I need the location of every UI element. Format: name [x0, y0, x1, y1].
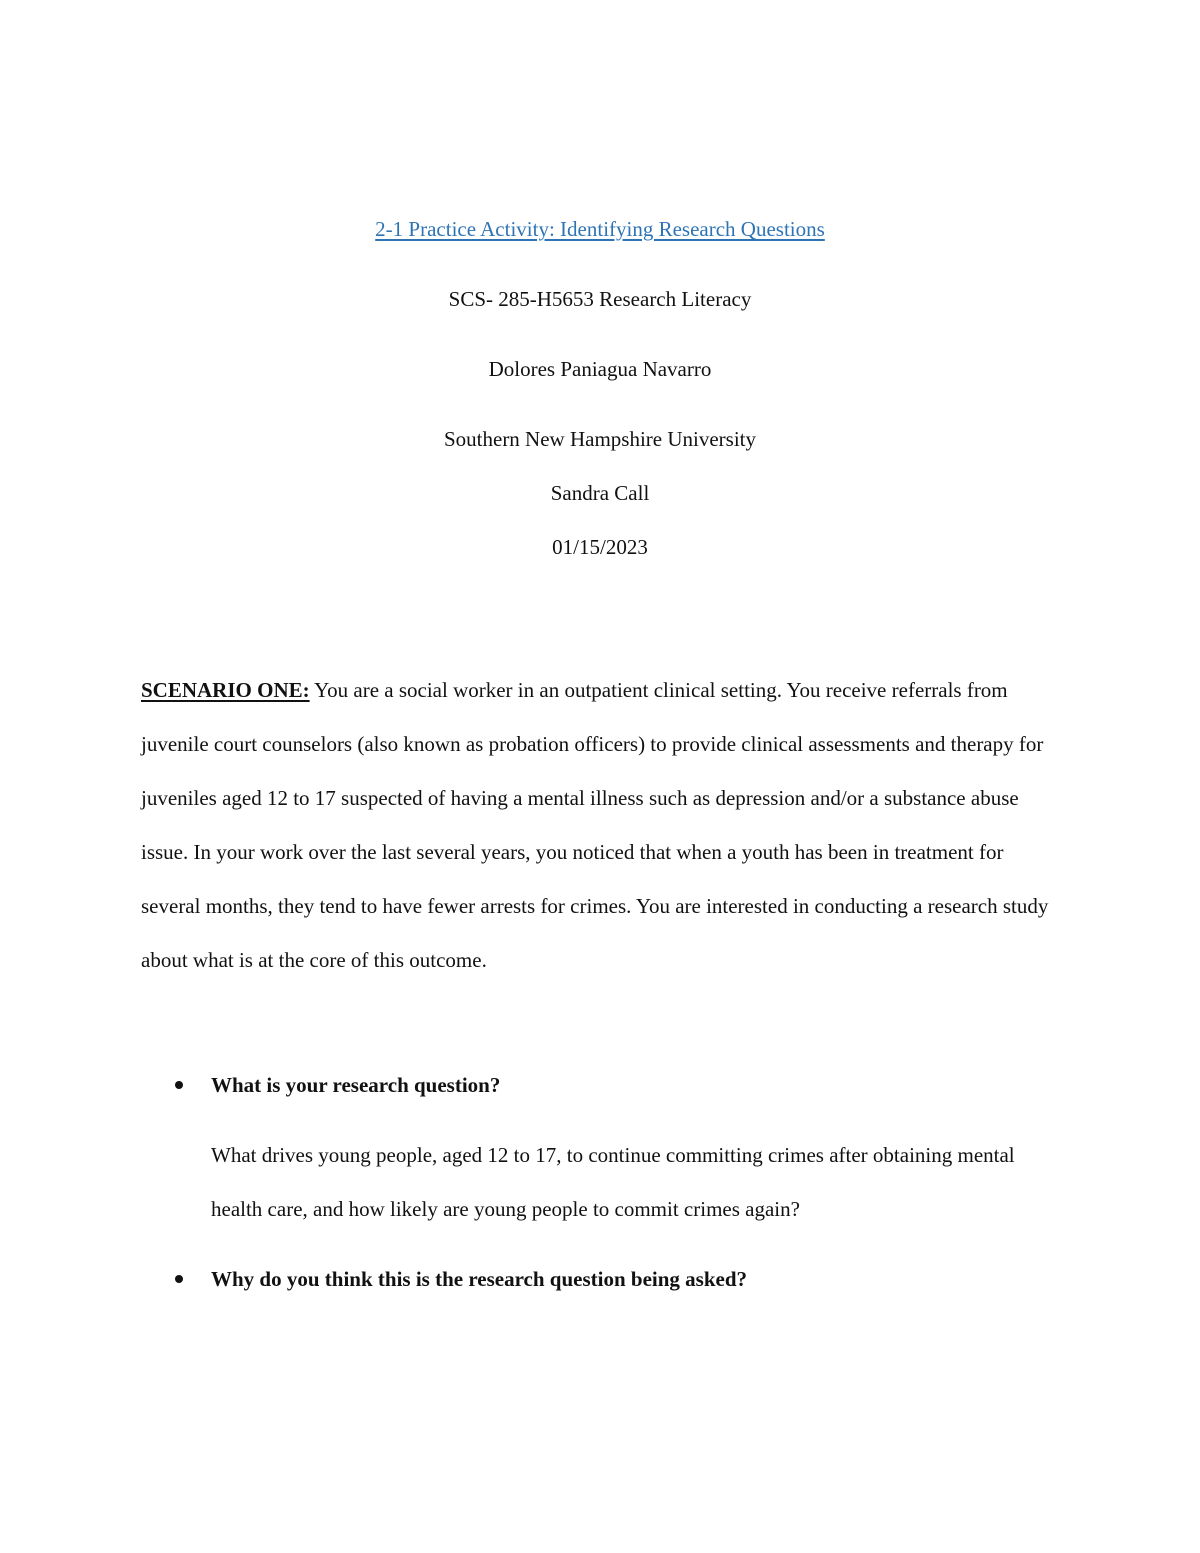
title-line: [0, 215, 1200, 243]
scenario-paragraph: [141, 663, 1061, 987]
course-name: SCS- 285-H5653 Research Literacy: [448, 287, 752, 311]
bullet-icon: [175, 1081, 183, 1089]
institution-name: Southern New Hampshire University: [443, 427, 757, 451]
scenario-label: SCENARIO ONE:: [141, 678, 310, 702]
title-link[interactable]: 2-1 Practice Activity: Identifying Research Questions: [375, 217, 825, 241]
instructor-name: Sandra Call: [550, 481, 650, 505]
question-text: Why do you think this is the research question being asked?: [211, 1267, 748, 1291]
document-date: 01/15/2023: [552, 535, 648, 559]
bullet-icon: [175, 1275, 183, 1283]
question-text: What is your research question?: [211, 1073, 501, 1097]
scenario-text: You are a social worker in an outpatient clinical setting. You receive referrals from juvenile court counselors (also known as probation officers) to provide clinical assessments and therapy for juveniles aged 12 to 17 suspected of having a mental illness such as depression and/or a substance abuse issue. In your work over the last several years, you noticed that when a youth has been in treatment for several months, they tend to have fewer arrests for crimes. You are interested in conducting a research study about what is at the core of this outcome.: [141, 678, 1049, 972]
answer-paragraph: What drives young people, aged 12 to 17, to continue committing crimes after obtaining mental health care, and how likely are young people to commit crimes again?: [211, 1143, 1015, 1221]
author-name: Dolores Paniagua Navarro: [488, 357, 712, 381]
